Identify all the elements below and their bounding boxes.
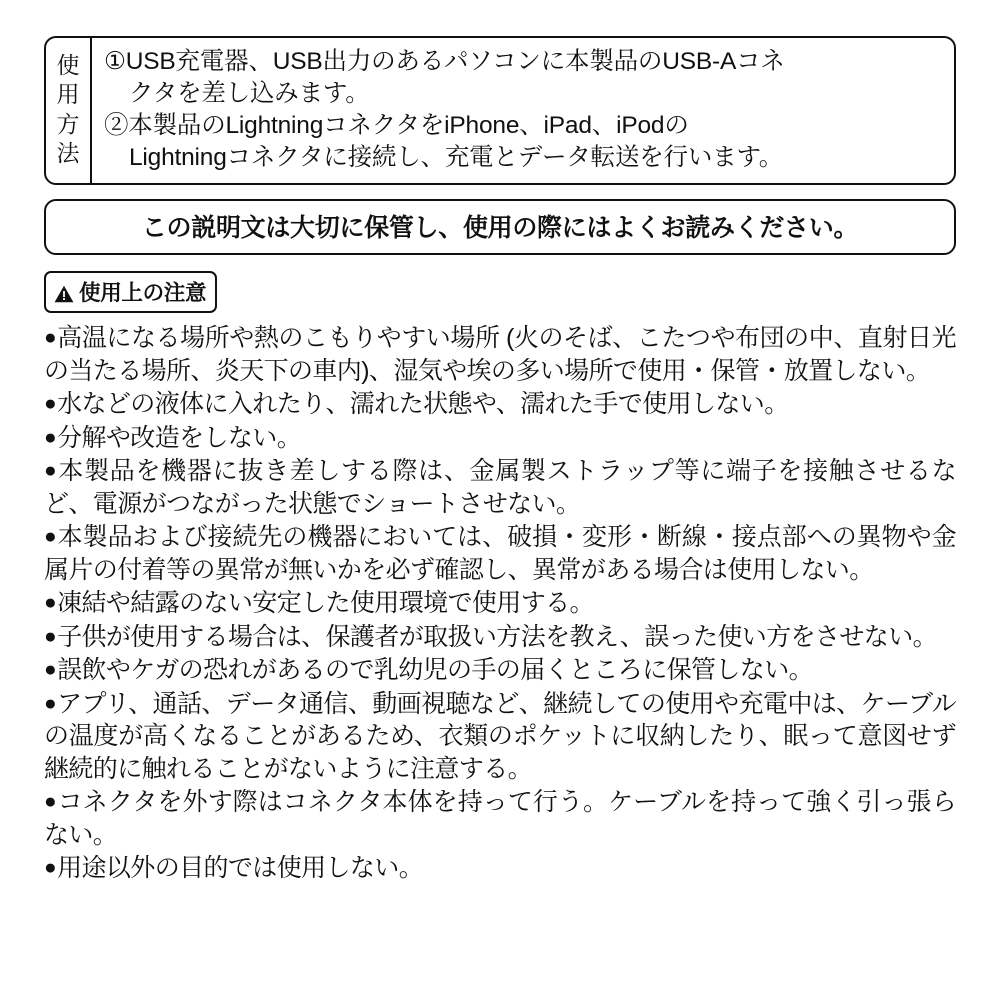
usage-step-1	[104, 46, 944, 110]
list-item: ● アプリ、通話、データ通信、動画視聴など、継続しての使用や充電中は、ケーブルの温度が高くなることがあるため、衣類のポケットに収納したり、眠って意図せず継続的に触れることがないように注意する。	[44, 688, 956, 786]
usage-label-char-3: 方	[56, 110, 80, 137]
caution-heading	[44, 271, 217, 313]
list-item: ● 水などの液体に入れたり、濡れた状態や、濡れた手で使用しない。	[44, 388, 956, 421]
list-item: ● 凍結や結露のない安定した使用環境で使用する。	[44, 587, 956, 620]
list-item: ● 本製品および接続先の機器においては、破損・変形・断線・接点部への異物や金属片の付着等の異常が無いかを必ず確認し、異常がある場合は使用しない。	[44, 521, 956, 586]
usage-label-char-4: 法	[56, 139, 80, 166]
caution-list	[44, 322, 956, 885]
usage-step-1-line-2: クタを差し込みます。	[129, 79, 370, 107]
keep-manual-notice: この説明文は大切に保管し、使用の際にはよくお読みください。	[44, 199, 956, 255]
list-item: ● 用途以外の目的では使用しない。	[44, 852, 956, 885]
list-item: ● 高温になる場所や熱のこもりやすい場所 (火のそば、こたつや布団の中、直射日光の当たる場所、炎天下の車内)、湿気や埃の多い場所で使用・保管・放置しない。	[44, 322, 956, 387]
warning-triangle-icon	[54, 284, 74, 302]
list-item: ● 分解や改造をしない。	[44, 422, 956, 455]
usage-step-2-line-1: ②本製品のLightningコネクタをiPhone、iPad、iPodの	[104, 111, 689, 139]
usage-method-box	[44, 36, 956, 185]
usage-step-2-line-2: Lightningコネクタに接続し、充電とデータ転送を行います。	[129, 143, 784, 171]
usage-label-char-1: 使	[56, 52, 80, 79]
list-item: ● コネクタを外す際はコネクタ本体を持って行う。ケーブルを持って強く引っ張らない。	[44, 786, 956, 851]
usage-label-char-2: 用	[56, 81, 80, 108]
usage-step-2	[104, 110, 944, 174]
list-item: ● 誤飲やケガの恐れがあるので乳幼児の手の届くところに保管しない。	[44, 654, 956, 687]
usage-method-label	[46, 38, 92, 183]
usage-step-1-line-1: ①USB充電器、USB出力のあるパソコンに本製品のUSB-Aコネ	[104, 48, 785, 75]
usage-method-body	[92, 38, 954, 183]
caution-heading-label: 使用上の注意	[79, 281, 207, 306]
list-item: ● 子供が使用する場合は、保護者が取扱い方法を教え、誤った使い方をさせない。	[44, 621, 956, 654]
list-item: ● 本製品を機器に抜き差しする際は、金属製ストラップ等に端子を接触させるなど、電源がつながった状態でショートさせない。	[44, 455, 956, 520]
